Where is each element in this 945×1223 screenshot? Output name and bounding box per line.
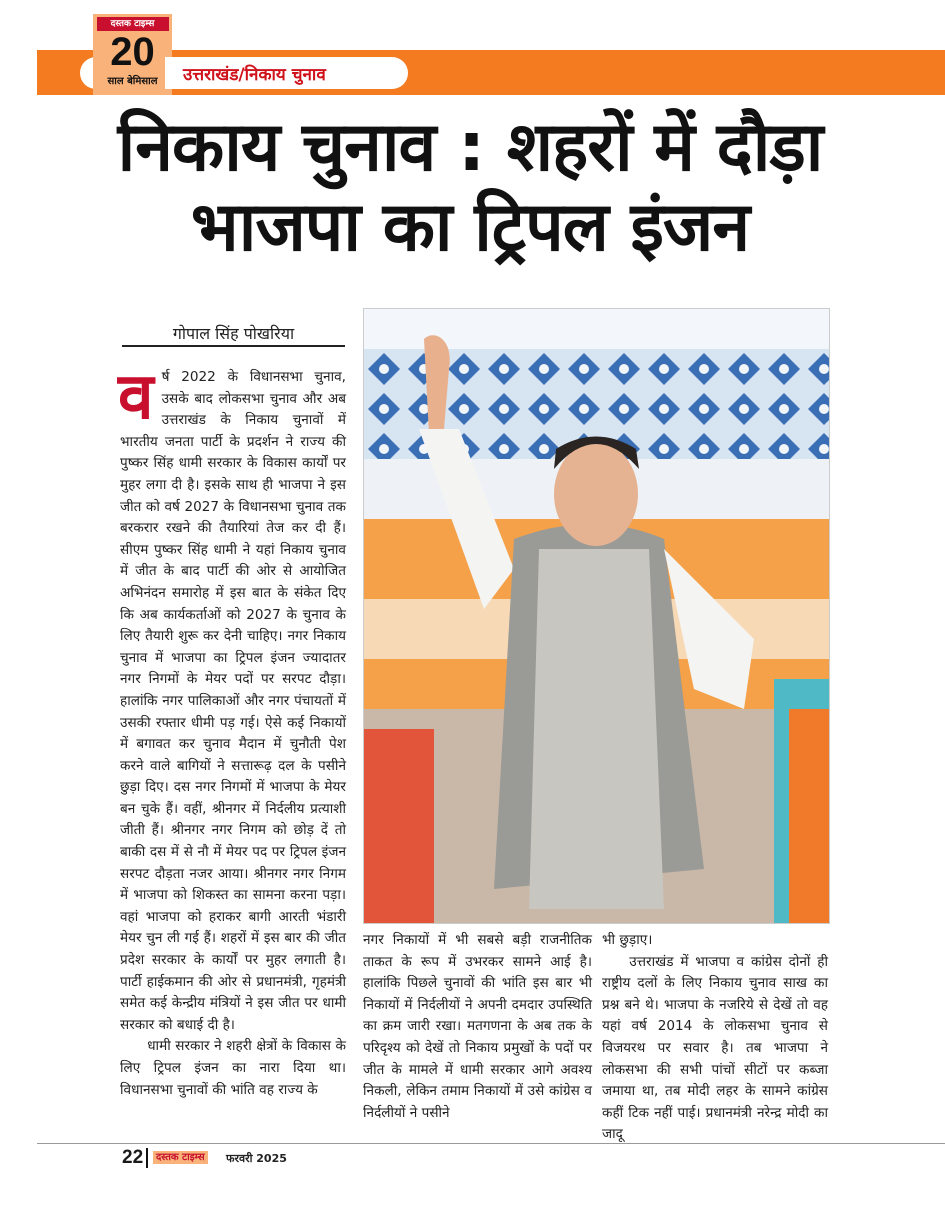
byline-rule — [122, 345, 345, 347]
page-number: 22 — [122, 1147, 144, 1168]
section-text: उत्तराखंड/निकाय चुनाव — [183, 65, 326, 85]
logo-subtitle: साल बेमिसाल — [107, 76, 158, 87]
anniversary-logo — [93, 14, 172, 95]
photo-illustration — [364, 309, 829, 923]
paragraph: उत्तराखंड में भाजपा व कांग्रेस दोनों ही राष्ट्रीय दलों के लिए निकाय चुनाव साख का प्रश्न बने थे। भाजपा के नजरिये से देखें तो वह यहां वर्ष 2014 के लोकसभा चुनाव से विजयरथ पर सवार है। तब भाजपा ने लोकसभा की सभी पांचों सीटों पर कब्जा जमाया था, तब मोदी लहर के सामने कांग्रेस कहीं टिक नहीं पाई। प्रधानमंत्री नरेन्द्र मोदी का जादू — [602, 953, 828, 1143]
paragraph: धामी सरकार ने शहरी क्षेत्रों के विकास के लिए ट्रिपल इंजन का नारा दिया था। विधानसभा चुनावों की भांति वह राज्य के — [120, 1038, 346, 1098]
article-column-2 — [363, 930, 592, 1124]
paragraph: नगर निकायों में भी सबसे बड़ी राजनीतिक ताकत के रूप में उभरकर सामने आई है। हालांकि पिछले चुनावों की भांति इस बार भी निकायों में निर्दलीयों ने अपनी दमदार उपस्थिति का क्रम जारी रखा। मतगणना के अब तक के परिदृश्य को देखें तो निकाय प्रमुखों के पदों पर जीत के मामले में धामी सरकार आगे अवश्य निकली, लेकिन तमाम निकायों में उसे कांग्रेस व निर्दलीयों ने पसीने — [363, 932, 592, 1121]
section-label — [165, 57, 408, 89]
article-photo — [363, 308, 830, 924]
footer-rule — [37, 1143, 945, 1144]
logo-brand: दस्तक टाइम्स — [97, 17, 169, 31]
footer-divider — [146, 1148, 148, 1168]
article-column-3 — [602, 930, 828, 1146]
issue-date: फरवरी 2025 — [226, 1152, 287, 1165]
paragraph: र्ष 2022 के विधानसभा चुनाव, उसके बाद लोकसभा चुनाव और अब उत्तराखंड के निकाय चुनावों में भारतीय जनता पार्टी के प्रदर्शन ने राज्य की पुष्कर सिंह धामी सरकार के विकास कार्यों पर मुहर लगा दी है। इसके साथ ही भाजपा ने इस जीत को वर्ष 2027 के विधानसभा चुनाव तक बरकरार रखने की तैयारियां तेज कर दी हैं। सीएम पुष्कर सिंह धामी ने यहां निकाय चुनाव में जीत के बाद पार्टी की ओर से आयोजित अभिनंदन समारोह में इस बात के संकेत दिए कि अब कार्यकर्ताओं को 2027 के चुनाव के लिए तैयारी शुरू कर देनी चाहिए। नगर निकाय चुनाव में भाजपा का ट्रिपल इंजन ज्यादातर नगर निगमों के मेयर पदों पर सरपट दौड़ा। हालांकि नगर पालिकाओं और नगर पंचायतों में उसकी रफ्तार धीमी पड़ गई। ऐसे कई निकायों में बगावत कर चुनाव मैदान में चुनौती पेश करने वाले बागियों ने सत्तारूढ़ दल के पसीने छुड़ा दिए। दस नगर निगमों में भाजपा के मेयर बन चुके हैं। वहीं, श्रीनगर में निर्दलीय प्रत्याशी जीती हैं। श्रीनगर नगर निगम को छोड़ दें तो बाकी दस में से नौ में मेयर पद पर ट्रिपल इंजन सरपट दौड़ता नजर आया। श्रीनगर नगर निगम में भाजपा को शिकस्त का सामना करना पड़ा। वहां भाजपा को हराकर बागी आरती भंडारी मेयर चुन ली गई हैं। शहरों में इस बार की जीत प्रदेश सरकार के कार्यों पर मुहर लगाती है। पार्टी हाईकमान की ओर से प्रधानमंत्री, गृहमंत्री समेत कई केन्द्रीय मंत्रियों ने इस जीत पर धामी सरकार को बधाई दी है। — [120, 369, 346, 1033]
article-column-1 — [118, 360, 346, 1101]
drop-cap: व — [118, 360, 154, 434]
headline — [60, 108, 880, 268]
headline-line-1: निकाय चुनाव : शहरों में दौड़ा — [117, 108, 823, 187]
footer-brand: दस्तक टाइम्स — [153, 1151, 208, 1164]
paragraph: भी छुड़ाए। — [602, 932, 653, 948]
author-byline: गोपाल सिंह पोखरिया — [172, 324, 295, 343]
logo-number: 20 — [110, 30, 155, 74]
headline-line-2: भाजपा का ट्रिपल इंजन — [190, 188, 750, 267]
